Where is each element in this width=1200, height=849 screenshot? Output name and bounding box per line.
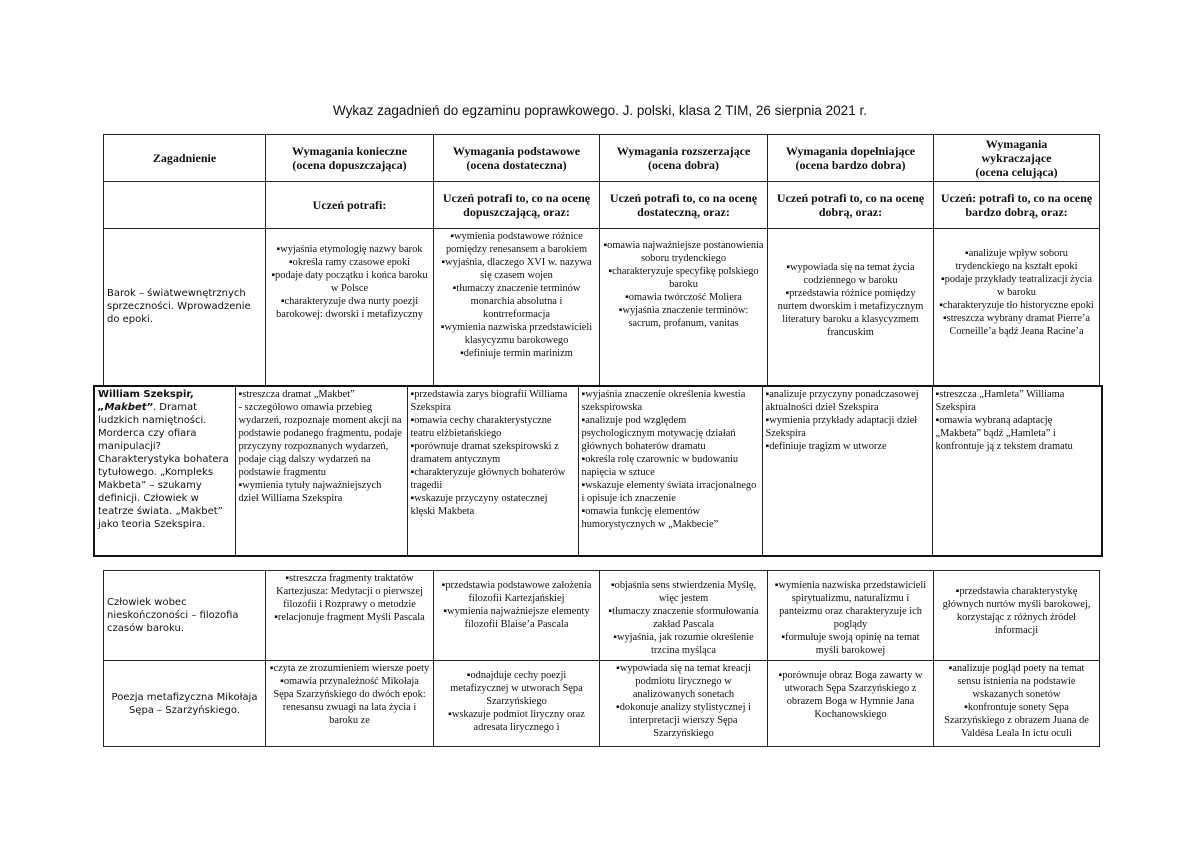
requirement-cell: ▪ streszcza dramat „Makbet” - szczegółowo omawia przebieg wydarzeń, rozpoznaje moment akcji na podstawie podanego fragmentu, podaje przyczyny rozpoznanych wydarzeń, podaje ciąg dalszy wydarzeń na podstawie fragmentu ▪ wymienia tytuły najważniejszych dzieł Williama Szekspira bbox=[235, 386, 407, 556]
requirement-cell: ▪ analizuje przyczyny ponadczasowej aktualności dzieł Szekspira ▪ wymienia przykłady adaptacji dzieł Szekspira ▪ definiuje tragizm w utworze bbox=[762, 386, 932, 556]
document-title: Wykaz zagadnień do egzaminu poprawkowego. J. polski, klasa 2 TIM, 26 sierpnia 2021 r. bbox=[333, 103, 867, 118]
header-required: Wymagania konieczne (ocena dopuszczająca) bbox=[266, 135, 434, 182]
requirement-cell: ▪ streszcza „Hamleta” Williama Szekspira ▪ omawia wybraną adaptację „Makbeta” bądź „Hamleta” i konfrontuje ją z tekstem dramatu bbox=[932, 386, 1102, 556]
table-row bbox=[104, 661, 1100, 747]
table-row bbox=[94, 386, 1102, 556]
requirements-table-top bbox=[103, 134, 1100, 386]
topic-cell: Człowiek wobec nieskończoności – filozofia czasów baroku. bbox=[104, 571, 266, 661]
header-extended: Wymagania rozszerzające (ocena dobra) bbox=[600, 135, 768, 182]
header-complementary: Wymagania dopełniające (ocena bardzo dobra) bbox=[768, 135, 934, 182]
requirement-cell: ▪ wymienia podstawowe różnice pomiędzy renesansem a barokiem ▪ wyjaśnia, dlaczego XVI w. nazywa się czasem wojen ▪ tłumaczy znaczenie terminów monarchia absolutna i kontrreformacja ▪ wymienia nazwiska przedstawicieli klasycyzmu barokowego ▪ definiuje termin marinizm bbox=[434, 229, 600, 386]
requirement-cell: ▪ streszcza fragmenty traktatów Kartezjusza: Medytacji o pierwszej filozofii i Rozprawy o metodzie ▪ relacjonuje fragment Myśli Pascala bbox=[266, 571, 434, 661]
header-row bbox=[104, 135, 1100, 182]
table-row bbox=[104, 571, 1100, 661]
requirement-cell: ▪ wyjaśnia etymologię nazwy barok ▪ określa ramy czasowe epoki ▪ podaje daty początku i końca baroku w Polsce ▪ charakteryzuje dwa nurty poezji barokowej: dworski i metafizyczny bbox=[266, 229, 434, 386]
subheader-basic: Uczeń potrafi to, co na ocenę dopuszczającą, oraz: bbox=[434, 182, 600, 229]
subheader-exceeding: Uczeń: potrafi to, co na ocenę bardzo dobrą, oraz: bbox=[934, 182, 1100, 229]
requirement-cell: ▪ wypowiada się na temat życia codziennego w baroku ▪ przedstawia różnice pomiędzy nurtem dworskim i metafizycznym literatury baroku a klasycyzmem francuskim bbox=[768, 229, 934, 386]
requirement-cell: ▪ analizuje wpływ soboru trydenckiego na kształt epoki ▪ podaje przykłady teatralizacji życia w baroku ▪ charakteryzuje tło historyczne epoki ▪ streszcza wybrany dramat Pierre’a Corneille’a bądź Jeana Racine’a bbox=[934, 229, 1100, 386]
requirement-cell: ▪ omawia najważniejsze postanowienia soboru trydenckiego ▪ charakteryzuje specyfikę polskiego baroku ▪ omawia twórczość Moliera ▪ wyjaśnia znaczenie terminów: sacrum, profanum, vanitas bbox=[600, 229, 768, 386]
subheader-topic bbox=[104, 182, 266, 229]
topic-cell: Poezja metafizyczna Mikołaja Sępa – Szarzyńskiego. bbox=[104, 661, 266, 747]
requirement-cell: ▪ analizuje pogląd poety na temat sensu istnienia na podstawie wskazanych sonetów ▪ konfrontuje sonety Sępa Szarzyńskiego z obrazem Juana de Valdésa Leala In ictu oculi bbox=[934, 661, 1100, 747]
table-row bbox=[104, 229, 1100, 386]
requirement-cell: ▪ odnajduje cechy poezji metafizycznej w utworach Sępa Szarzyńskiego ▪ wskazuje podmiot liryczny oraz adresata lirycznego i bbox=[434, 661, 600, 747]
requirement-cell: ▪ wyjaśnia znaczenie określenia kwestia szekspirowska ▪ analizuje pod względem psychologicznym motywację działań głównych bohaterów dramatu ▪ określa rolę czarownic w budowaniu napięcia w sztuce ▪ wskazuje elementy świata irracjonalnego i opisuje ich znaczenie ▪ omawia funkcję elementów humorystycznych w „Makbecie” bbox=[578, 386, 762, 556]
requirement-cell: ▪ objaśnia sens stwierdzenia Myślę, więc jestem ▪ tłumaczy znaczenie sformułowania zakład Pascala ▪ wyjaśnia, jak rozumie określenie trzcina myśląca bbox=[600, 571, 768, 661]
requirement-cell: ▪ wypowiada się na temat kreacji podmiotu lirycznego w analizowanych sonetach ▪ dokonuje analizy stylistycznej i interpretacji wierszy Sępa Szarzyńskiego bbox=[600, 661, 768, 747]
requirement-cell: ▪ czyta ze zrozumieniem wiersze poety ▪ omawia przynależność Mikołaja Sępa Szarzyńskiego do dwóch epok: renesansu zwuagi na lata życia i baroku ze bbox=[266, 661, 434, 747]
header-topic: Zagadnienie bbox=[104, 135, 266, 182]
subheader-required: Uczeń potrafi: bbox=[266, 182, 434, 229]
requirement-cell: ▪ porównuje obraz Boga zawarty w utworach Sępa Szarzyńskiego z obrazem Boga w Hymnie Jana Kochanowskiego bbox=[768, 661, 934, 747]
subheader-extended: Uczeń potrafi to, co na ocenę dostateczną, oraz: bbox=[600, 182, 768, 229]
requirement-cell: ▪ przedstawia podstawowe założenia filozofii Kartezjańskiej ▪ wymienia najważniejsze elementy filozofii Blaise’a Pascala bbox=[434, 571, 600, 661]
requirements-table-bottom bbox=[103, 570, 1100, 747]
requirements-table-szekspir bbox=[93, 385, 1103, 557]
requirement-cell: ▪ wymienia nazwiska przedstawicieli spirytualizmu, naturalizmu i panteizmu oraz charakteryzuje ich poglądy ▪ formułuje swoją opinię na temat myśli barokowej bbox=[768, 571, 934, 661]
header-exceeding: Wymagania wykraczające (ocena celująca) bbox=[934, 135, 1100, 182]
subheader-row bbox=[104, 182, 1100, 229]
requirement-cell: ▪ przedstawia zarys biografii Williama Szekspira ▪ omawia cechy charakterystyczne teatru elżbietańskiego ▪ porównuje dramat szekspirowski z dramatem antycznym ▪ charakteryzuje głównych bohaterów tragedii ▪ wskazuje przyczyny ostatecznej klęski Makbeta bbox=[407, 386, 578, 556]
topic-cell: William Szekspir, „Makbet”. Dramat ludzkich namiętności. Morderca czy ofiara manipulacji? Charakterystyka bohatera tytułowego. „Kompleks Makbeta” – szukamy definicji. Człowiek w teatrze świata. „Makbet” jako teoria Szekspira. bbox=[94, 386, 235, 556]
topic-cell: Barok – światwewnętrznych sprzeczności. Wprowadzenie do epoki. bbox=[104, 229, 266, 386]
requirement-cell: ▪ przedstawia charakterystykę głównych nurtów myśli barokowej, korzystając z różnych źródeł informacji bbox=[934, 571, 1100, 661]
subheader-complementary: Uczeń potrafi to, co na ocenę dobrą, oraz: bbox=[768, 182, 934, 229]
header-basic: Wymagania podstawowe (ocena dostateczna) bbox=[434, 135, 600, 182]
